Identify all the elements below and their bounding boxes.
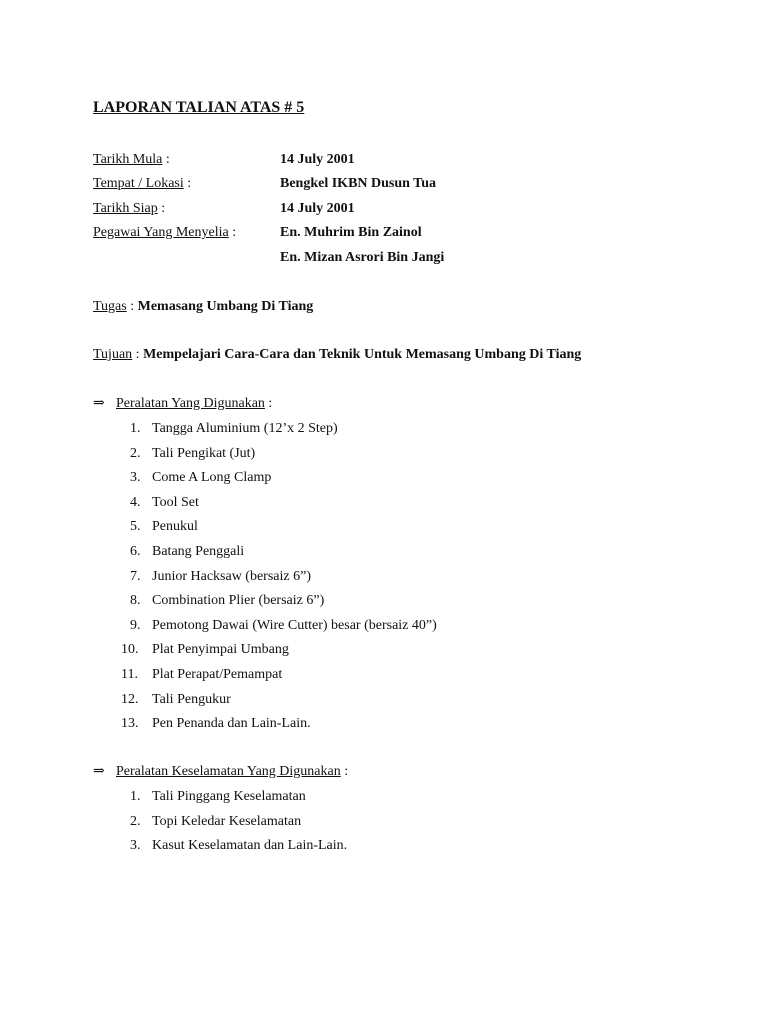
equipment-item-number: 12. — [121, 691, 139, 707]
equipment-item-number: 11. — [121, 666, 138, 682]
equipment-item-text: Tool Set — [152, 494, 199, 510]
equipment-item — [130, 447, 437, 472]
tugas-label: Tugas — [93, 299, 127, 314]
equipment-item-text: Combination Plier (bersaiz 6”) — [152, 593, 325, 609]
equipment-item-number: 5. — [130, 519, 141, 535]
safety-item-number: 1. — [130, 789, 141, 804]
equipment-heading — [93, 397, 272, 411]
safety-item-text: Kasut Keselamatan dan Lain-Lain. — [152, 838, 348, 854]
tujuan-value: Mempelajari Cara-Cara dan Teknik Untuk Memasang Umbang Di Tiang — [143, 347, 582, 362]
tujuan-label: Tujuan — [93, 347, 133, 362]
equipment-item-number: 2. — [130, 445, 141, 461]
equipment-item — [121, 642, 437, 668]
equipment-item-text: Tali Pengukur — [152, 691, 231, 707]
equipment-item-text: Tangga Aluminium (12’x 2 Step) — [152, 421, 338, 436]
detail-label-tempat-lokasi: Tempat / Lokasi : — [93, 176, 192, 191]
page-title: LAPORAN TALIAN ATAS # 5 — [93, 99, 305, 116]
detail-value-tempat-lokasi: Bengkel IKBN Dusun Tua — [280, 176, 437, 191]
safety-heading-label: Peralatan Keselamatan Yang Digunakan — [116, 764, 341, 779]
equipment-item-text: Plat Penyimpai Umbang — [152, 642, 289, 658]
safety-heading — [93, 765, 348, 779]
tugas-value: Memasang Umbang Di Tiang — [137, 299, 314, 314]
equipment-item-text: Pemotong Dawai (Wire Cutter) besar (bersaiz 40”) — [152, 617, 437, 633]
equipment-heading-separator: : — [264, 396, 273, 411]
equipment-item-number: 13. — [121, 716, 139, 732]
equipment-item — [121, 666, 437, 693]
equipment-item-number: 1. — [130, 421, 141, 436]
equipment-item — [130, 520, 437, 545]
tujuan-separator: : — [132, 347, 144, 362]
equipment-list — [121, 421, 437, 742]
equipment-item — [130, 422, 437, 447]
equipment-item-text: Penukul — [152, 519, 198, 535]
equipment-item-text: Come A Long Clamp — [152, 470, 272, 486]
equipment-item — [121, 691, 437, 718]
detail-value-pegawai-1: En. Muhrim Bin Zainol — [280, 225, 422, 240]
arrow-right-icon: ⇒ — [93, 396, 105, 411]
equipment-heading-label: Peralatan Yang Digunakan — [116, 396, 265, 411]
equipment-item — [130, 545, 437, 570]
safety-heading-separator: : — [340, 764, 349, 779]
tugas-separator: : — [126, 299, 138, 314]
detail-label-tarikh-siap: Tarikh Siap : — [93, 201, 166, 216]
equipment-item-text: Tali Pengikat (Jut) — [152, 445, 256, 461]
detail-label-pegawai: Pegawai Yang Menyelia : — [93, 225, 237, 240]
equipment-item — [130, 594, 437, 619]
detail-value-pegawai-2: En. Mizan Asrori Bin Jangi — [280, 250, 445, 265]
equipment-item-text: Pen Penanda dan Lain-Lain. — [152, 716, 311, 732]
safety-item-number: 2. — [130, 813, 141, 829]
safety-item-number: 3. — [130, 838, 141, 854]
tugas-line — [93, 300, 313, 314]
safety-item — [130, 815, 347, 840]
detail-label-tarikh-mula: Tarikh Mula : — [93, 152, 170, 167]
equipment-item-number: 10. — [121, 642, 139, 658]
arrow-right-icon: ⇒ — [93, 764, 105, 779]
safety-item-text: Topi Keledar Keselamatan — [152, 813, 302, 829]
safety-item — [130, 839, 347, 864]
equipment-item — [130, 619, 437, 644]
equipment-item-number: 3. — [130, 470, 141, 486]
equipment-item-number: 6. — [130, 543, 141, 559]
equipment-item-number: 7. — [130, 568, 141, 584]
equipment-item — [130, 471, 437, 496]
equipment-item-text: Junior Hacksaw (bersaiz 6”) — [152, 568, 311, 584]
safety-item-text: Tali Pinggang Keselamatan — [152, 789, 306, 804]
equipment-item-number: 4. — [130, 494, 141, 510]
detail-value-tarikh-siap: 14 July 2001 — [280, 201, 355, 216]
safety-list — [130, 790, 347, 864]
equipment-item — [130, 570, 437, 595]
tujuan-line — [93, 348, 581, 362]
equipment-item-text: Batang Penggali — [152, 543, 245, 559]
equipment-item-number: 8. — [130, 593, 141, 609]
safety-item — [130, 790, 347, 815]
equipment-item-number: 9. — [130, 617, 141, 633]
equipment-item — [121, 716, 437, 742]
equipment-item-text: Plat Perapat/Pemampat — [152, 666, 283, 682]
equipment-item — [130, 496, 437, 521]
detail-value-tarikh-mula: 14 July 2001 — [280, 152, 355, 167]
